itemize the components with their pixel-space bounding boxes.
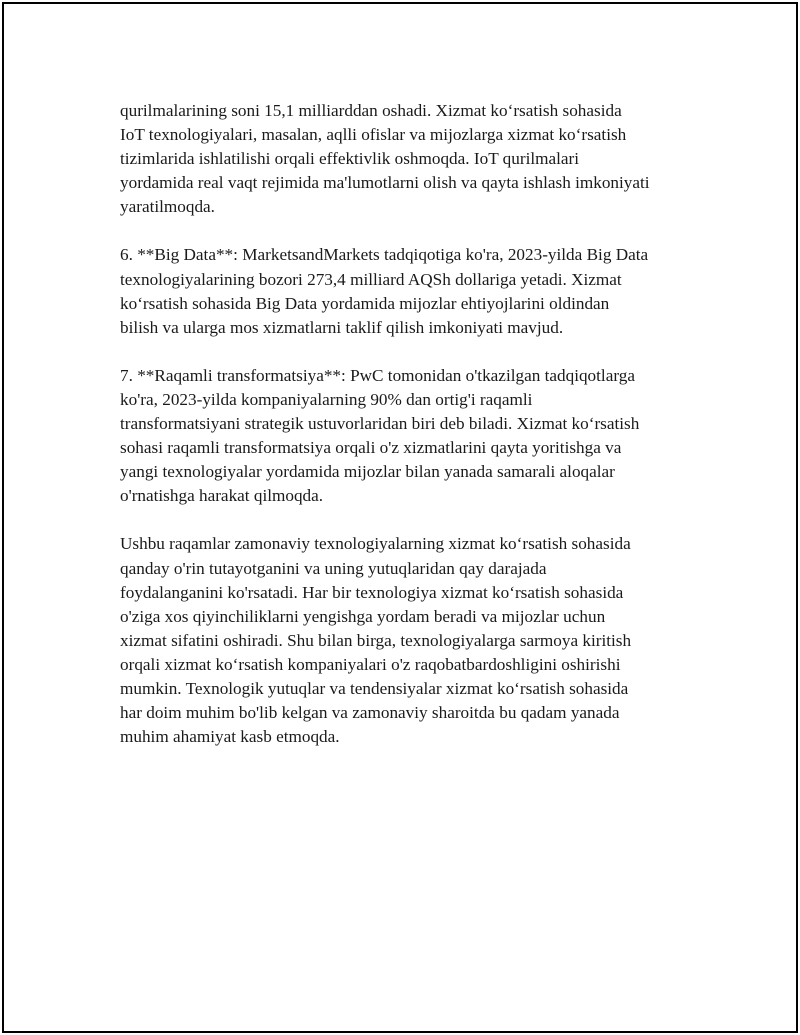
text-line: ko'ra, 2023-yilda kompaniyalarning 90% dan ortig'i raqamli [120,389,533,409]
text-line: ko‘rsatish sohasida Big Data yordamida mijozlar ehtiyojlarini oldindan [120,293,610,313]
text-line: 6. **Big Data**: MarketsandMarkets tadqiqotiga ko'ra, 2023-yilda Big Data [120,245,649,265]
text-line: qanday o'rin tutayotganini va uning yutuqlaridan qay darajada [120,558,547,578]
text-line: o'rnatishga harakat qilmoqda. [120,486,324,506]
text-line: muhim ahamiyat kasb etmoqda. [120,727,340,747]
paragraph-big-data [120,243,700,339]
paragraph-conclusion [120,532,700,749]
text-line: bilish va ularga mos xizmatlarni taklif qilish imkoniyati mavjud. [120,317,564,337]
text-line: qurilmalarining soni 15,1 milliarddan oshadi. Xizmat ko‘rsatish sohasida [120,101,622,120]
text-line: mumkin. Texnologik yutuqlar va tendensiyalar xizmat ko‘rsatish sohasida [120,678,629,698]
text-line: yordamida real vaqt rejimida ma'lumotlarni olish va qayta ishlash imkoniyati [120,173,650,193]
text-line: foydalanganini ko'rsatadi. Har bir texnologiya xizmat ko‘rsatish sohasida [120,582,624,602]
text-line: transformatsiyani strategik ustuvorlaridan biri deb biladi. Xizmat ko‘rsatish [120,414,640,434]
text-line: yaratilmoqda. [120,197,215,217]
text-line: xizmat sifatini oshiradi. Shu bilan birga, texnologiyalarga sarmoya kiritish [120,630,632,650]
text-line: 7. **Raqamli transformatsiya**: PwC tomonidan o'tkazilgan tadqiqotlarga [120,365,635,385]
text-line: orqali xizmat ko‘rsatish kompaniyalari o'z raqobatbardoshligini oshirishi [120,654,621,674]
document-page [2,2,798,1033]
document-body [120,99,700,773]
text-line: yangi texnologiyalar yordamida mijozlar bilan yanada samarali aloqalar [120,462,615,482]
paragraph-digital-transformation [120,364,700,509]
text-line: IoT texnologiyalari, masalan, aqlli ofislar va mijozlarga xizmat ko‘rsatish [120,125,627,145]
text-line: o'ziga xos qiyinchiliklarni yengishga yordam beradi va mijozlar uchun [120,606,606,626]
text-line: texnologiyalarining bozori 273,4 milliard AQSh dollariga yetadi. Xizmat [120,269,622,289]
text-line: sohasi raqamli transformatsiya orqali o'z xizmatlarini qayta yoritishga va [120,438,622,458]
paragraph-iot [120,99,700,219]
text-line: har doim muhim bo'lib kelgan va zamonaviy sharoitda bu qadam yanada [120,703,620,723]
text-line: Ushbu raqamlar zamonaviy texnologiyalarning xizmat ko‘rsatish sohasida [120,534,631,554]
text-line: tizimlarida ishlatilishi orqali effektivlik oshmoqda. IoT qurilmalari [120,149,580,169]
